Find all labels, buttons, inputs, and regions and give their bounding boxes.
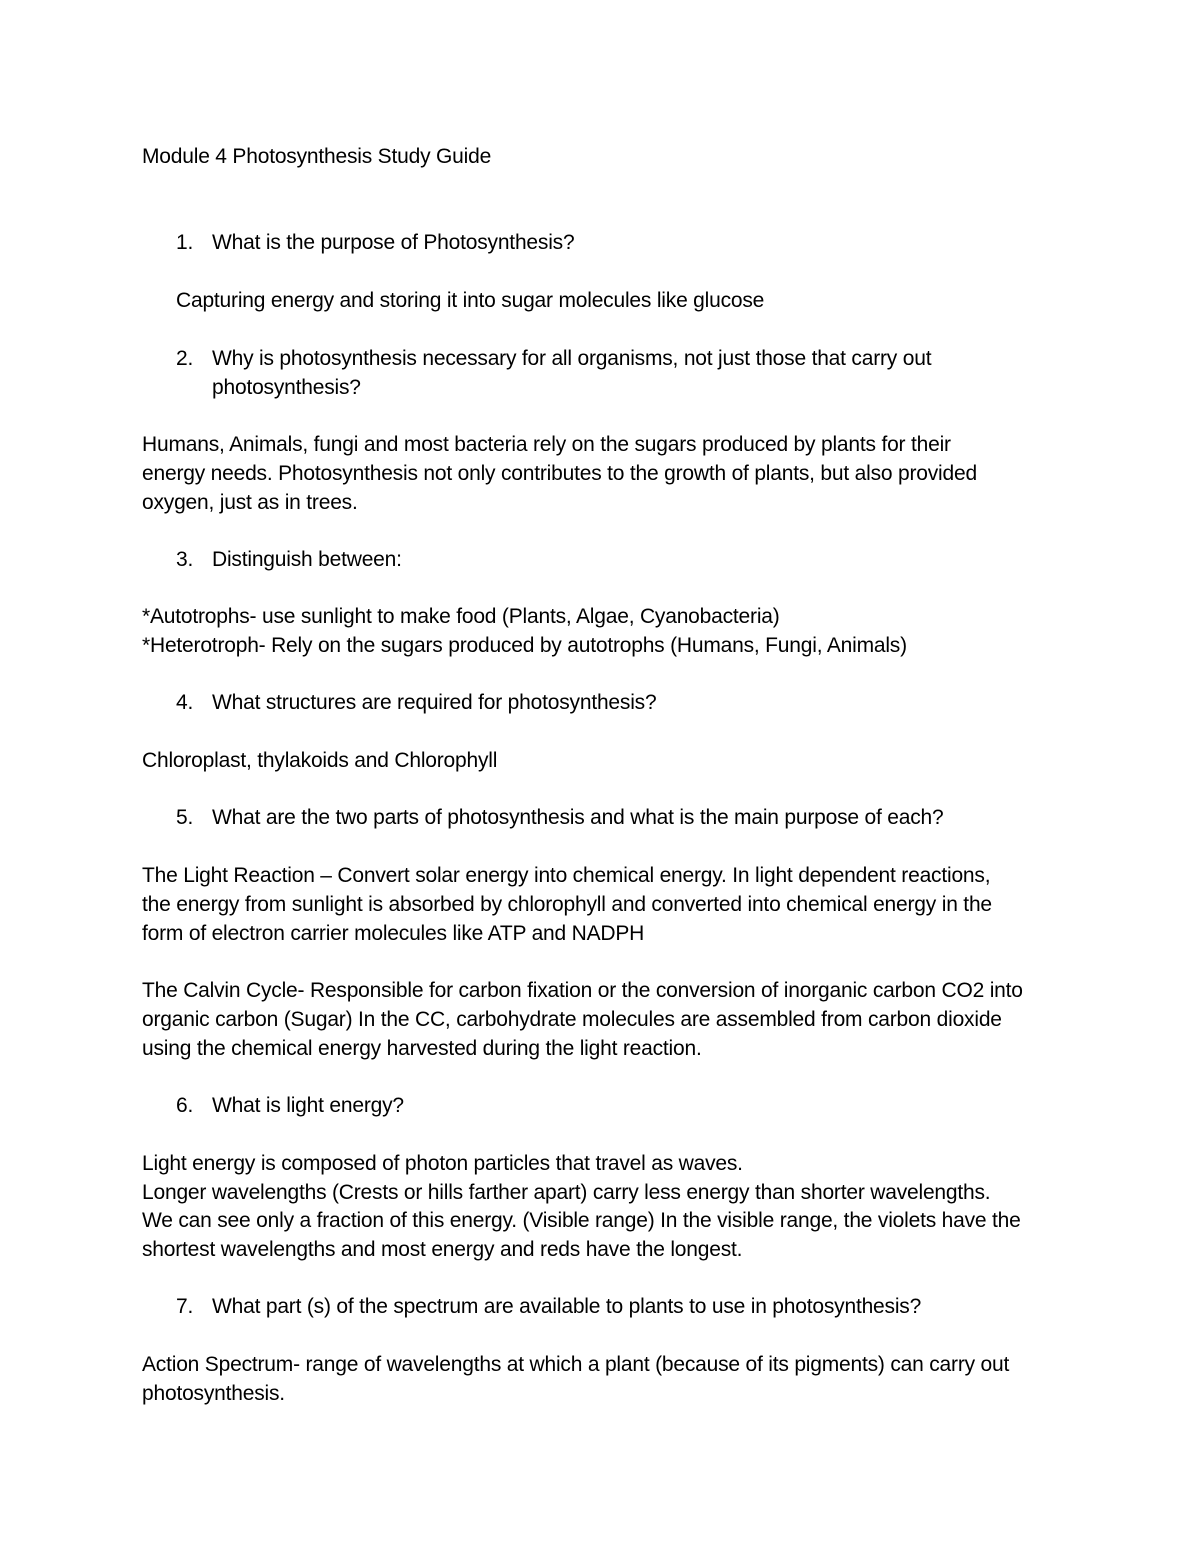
answer-line: Longer wavelengths (Crests or hills farther apart) carry less energy than shorter wavelengths. [142, 1181, 991, 1204]
answer-line: The Light Reaction – Convert solar energy into chemical energy. In light dependent reactions, [142, 864, 991, 887]
answer-line: *Heterotroph- Rely on the sugars produced by autotrophs (Humans, Fungi, Animals) [142, 634, 907, 657]
answer-line: *Autotrophs- use sunlight to make food (Plants, Algae, Cyanobacteria) [142, 605, 780, 628]
question-number: 5. [176, 806, 194, 829]
question-text: What is the purpose of Photosynthesis? [212, 231, 575, 254]
answer-line: We can see only a fraction of this energy. (Visible range) In the visible range, the violets have the [142, 1209, 1021, 1232]
answer-line: the energy from sunlight is absorbed by chlorophyll and converted into chemical energy in the [142, 893, 992, 916]
answer-line: oxygen, just as in trees. [142, 491, 358, 514]
answer-line: Action Spectrum- range of wavelengths at which a plant (because of its pigments) can carry out [142, 1353, 1010, 1376]
answer-line: Humans, Animals, fungi and most bacteria rely on the sugars produced by plants for their [142, 433, 951, 456]
question-text: What is light energy? [212, 1094, 404, 1117]
question-number: 6. [176, 1094, 194, 1117]
question-number: 1. [176, 231, 194, 254]
question-number: 2. [176, 347, 194, 370]
question-text: Why is photosynthesis necessary for all organisms, not just those that carry out [212, 347, 932, 370]
answer-line: photosynthesis. [142, 1382, 285, 1405]
answer-line: Chloroplast, thylakoids and Chlorophyll [142, 749, 498, 772]
question-number: 7. [176, 1295, 194, 1318]
answer-line: using the chemical energy harvested during the light reaction. [142, 1037, 702, 1060]
answer-line: form of electron carrier molecules like ATP and NADPH [142, 922, 645, 945]
answer-line: organic carbon (Sugar) In the CC, carbohydrate molecules are assembled from carbon dioxide [142, 1008, 1002, 1031]
page-title: Module 4 Photosynthesis Study Guide [142, 145, 492, 168]
answer-line: shortest wavelengths and most energy and reds have the longest. [142, 1238, 743, 1261]
question-number: 3. [176, 548, 194, 571]
answer-line: The Calvin Cycle- Responsible for carbon fixation or the conversion of inorganic carbon CO2 into [142, 979, 1023, 1002]
question-number: 4. [176, 691, 194, 714]
answer-line: energy needs. Photosynthesis not only contributes to the growth of plants, but also provided [142, 462, 977, 485]
question-text: Distinguish between: [212, 548, 402, 571]
answer-line: Capturing energy and storing it into sugar molecules like glucose [176, 289, 765, 312]
question-text: What structures are required for photosynthesis? [212, 691, 657, 714]
question-text: What are the two parts of photosynthesis and what is the main purpose of each? [212, 806, 944, 829]
question-text: What part (s) of the spectrum are available to plants to use in photosynthesis? [212, 1295, 922, 1318]
answer-line: Light energy is composed of photon particles that travel as waves. [142, 1152, 743, 1175]
question-text: photosynthesis? [212, 376, 361, 399]
